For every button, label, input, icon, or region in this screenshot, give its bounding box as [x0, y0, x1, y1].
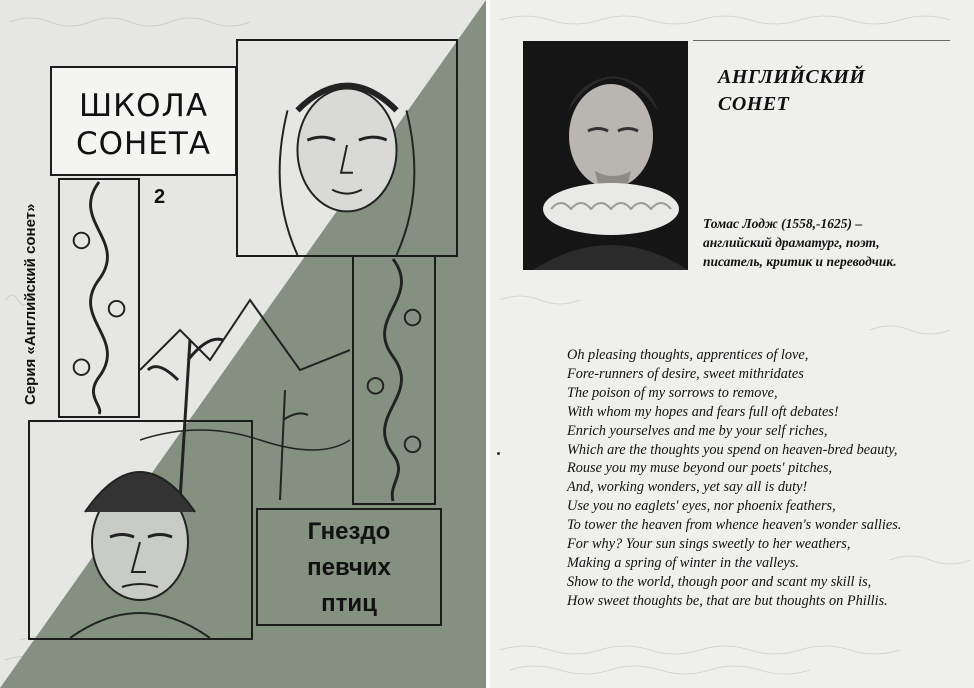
- inner-page: [490, 0, 974, 688]
- series-label: Серия «Английский сонет»: [22, 203, 39, 405]
- floral-ornament-left: [58, 178, 140, 418]
- subtitle-line3: птиц: [321, 590, 377, 617]
- poem-line: Fore-runners of desire, sweet mithridates: [567, 365, 804, 382]
- poem-line: Show to the world, though poor and scant my skill is,: [567, 573, 872, 590]
- heading-line2: СОНЕТ: [718, 93, 790, 115]
- poem-line: Rouse you my muse beyond our poets' pitches,: [567, 460, 833, 477]
- subtitle-box: [256, 508, 442, 626]
- poem-line: For why? Your sun sings sweetly to her weathers,: [567, 536, 851, 553]
- author-bio-line: Томас Лодж (1558,-1625) –: [703, 216, 863, 231]
- portrait-frame-bottom: [28, 420, 253, 640]
- cover-title-line2: СОНЕТА: [75, 126, 212, 162]
- laureate-portrait-illustration: [238, 41, 456, 255]
- volume-number: 2: [154, 186, 166, 208]
- poem-line: Use you no eaglets' eyes, nor phoenix feathers,: [567, 498, 836, 515]
- subtitle-line2: певчих: [307, 554, 391, 581]
- poem-line: Which are the thoughts you spend on heaven-bred beauty,: [567, 441, 898, 458]
- author-bio-line: английский драматург, поэт,: [703, 235, 880, 250]
- portrait-frame-top: [236, 39, 458, 257]
- book-cover: [0, 0, 486, 688]
- sonnet-text: [567, 346, 967, 611]
- poem-line: How sweet thoughts be, that are but thoughts on Phillis.: [567, 592, 888, 609]
- floral-ornament-right: [352, 255, 436, 505]
- poem-line: To tower the heaven from whence heaven's wonder sallies.: [567, 517, 902, 534]
- poem-line: The poison of my sorrows to remove,: [567, 384, 778, 401]
- subtitle-line1: Гнездо: [307, 518, 391, 545]
- heading-line1: АНГЛИЙСКИЙ: [718, 66, 866, 88]
- header-rule: [693, 40, 950, 41]
- poem-line: And, working wonders, yet say all is duty!: [567, 479, 808, 496]
- poem-line: Oh pleasing thoughts, apprentices of love,: [567, 347, 809, 363]
- dante-portrait-illustration: [30, 422, 251, 638]
- poem-line: With whom my hopes and fears full oft debates!: [567, 403, 839, 420]
- poem-line: Enrich yourselves and me by your self riches,: [567, 422, 828, 439]
- author-portrait: [523, 41, 688, 270]
- margin-dot: [497, 452, 500, 455]
- title-box: [50, 66, 237, 176]
- cover-title-line1: ШКОЛА: [78, 88, 209, 124]
- author-bio-line: писатель, критик и переводчик.: [703, 254, 897, 269]
- poem-line: Making a spring of winter in the valleys.: [567, 554, 799, 571]
